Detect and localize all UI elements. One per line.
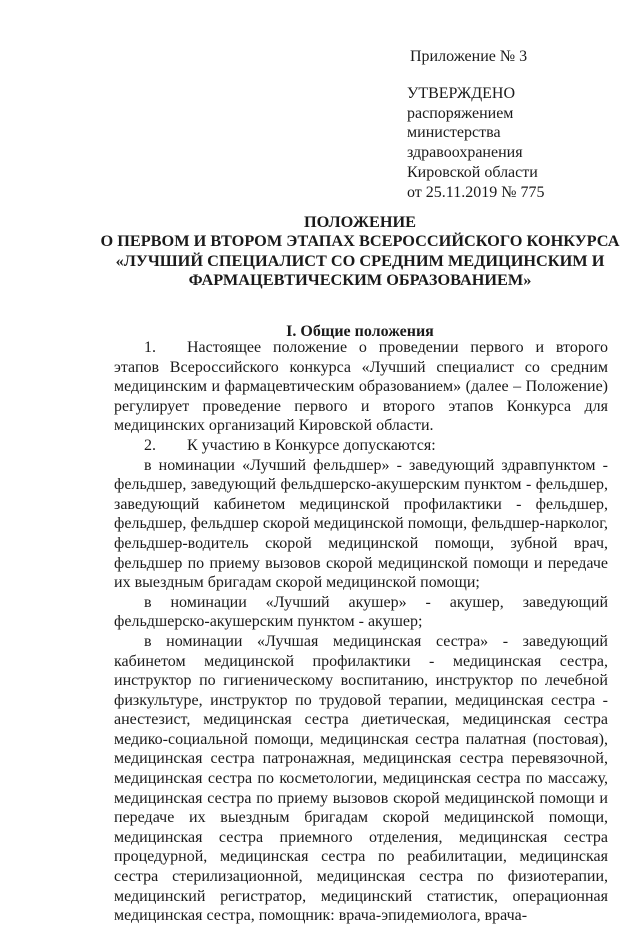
approval-date-line: от 25.11.2019 № 775: [407, 183, 545, 201]
appendix-label: Приложение № 3: [410, 48, 528, 65]
section-heading: I. Общие положения: [286, 323, 434, 340]
approval-line: распоряжением: [407, 104, 514, 122]
paragraph-text: в номинации «Лучшая медицинская сестра» - заведующий кабинетом медицинской профилактики - медицинская сестра, инструктор по гигиеническому воспитанию, инструктор по лечебной физкультуре, инструктор по трудовой терапии, медицинская сестра - анестезист, медицинская сестра диетическая, медицинская сестра медико-социальной помощи, медицинская сестра палатная (постовая), медицинская сестра патронажная, медицинская сестра перевязочной, медицинская сестра по косметологии, медицинская сестра по массажу, медицинская сестра по приему вызовов скорой медицинской помощи и передаче их выездным бригадам скорой медицинской помощи, медицинская сестра приемного отделения, медицинская сестра процедурной, медицинская сестра по реабилитации, медицинская сестра стерилизационной, медицинская сестра по физиотерапии, медицинский регистратор, медицинский статистик, операционная медицинская сестра, помощник: врача-эпидемиолога, врача-: [114, 632, 608, 925]
approval-line: здравоохранения: [407, 144, 523, 162]
title-line: ПОЛОЖЕНИЕ: [303, 212, 417, 231]
paragraph: [114, 456, 608, 593]
title-line: О ПЕРВОМ И ВТОРОМ ЭТАПАХ ВСЕРОССИЙСКОГО КОНКУРСА: [100, 231, 620, 251]
paragraph: [114, 436, 608, 456]
approval-line: УТВЕРЖДЕНО: [407, 85, 516, 102]
title-line: ФАРМАЦЕВТИЧЕСКИМ ОБРАЗОВАНИЕМ»: [188, 269, 532, 289]
approval-line: министерства: [407, 124, 501, 142]
paragraph: [114, 632, 608, 926]
paragraph: [114, 338, 608, 436]
paragraph-text: Настоящее положение о проведении первого и второго этапов Всероссийского конкурса «Лучший специалист со средним медицинским и фармацевтическим образованием» (далее – Положение) регулирует проведение первого и второго этапов Конкурса для медицинских организаций Кировской области.: [114, 339, 608, 435]
document-title: [60, 212, 640, 289]
paragraph-text: в номинации «Лучший фельдшер» - заведующий здравпунктом - фельдшер, заведующий фельдшерско-акушерским пунктом - фельдшер, заведующий кабинетом медицинской профилактики - фельдшер, фельдшер, фельдшер скорой медицинской помощи, фельдшер-нарколог, фельдшер-водитель скорой медицинской помощи, зубной врач, фельдшер по приему вызовов скорой медицинской помощи и передаче их выездным бригадам скорой медицинской помощи;: [114, 456, 608, 592]
paragraph: [114, 593, 608, 632]
approval-block: [407, 84, 544, 202]
approval-line: Кировской области: [407, 163, 538, 181]
paragraph-text: в номинации «Лучший акушер» - акушер, заведующий фельдшерско-акушерским пунктом - акушер;: [114, 593, 608, 631]
document-body: [114, 338, 608, 926]
paragraph-number: 2.: [144, 436, 156, 454]
paragraph-text: К участию в Конкурсе допускаются:: [187, 436, 436, 454]
title-line: «ЛУЧШИЙ СПЕЦИАЛИСТ СО СРЕДНИМ МЕДИЦИНСКИМ И: [115, 250, 605, 270]
paragraph-number: 1.: [144, 339, 156, 356]
